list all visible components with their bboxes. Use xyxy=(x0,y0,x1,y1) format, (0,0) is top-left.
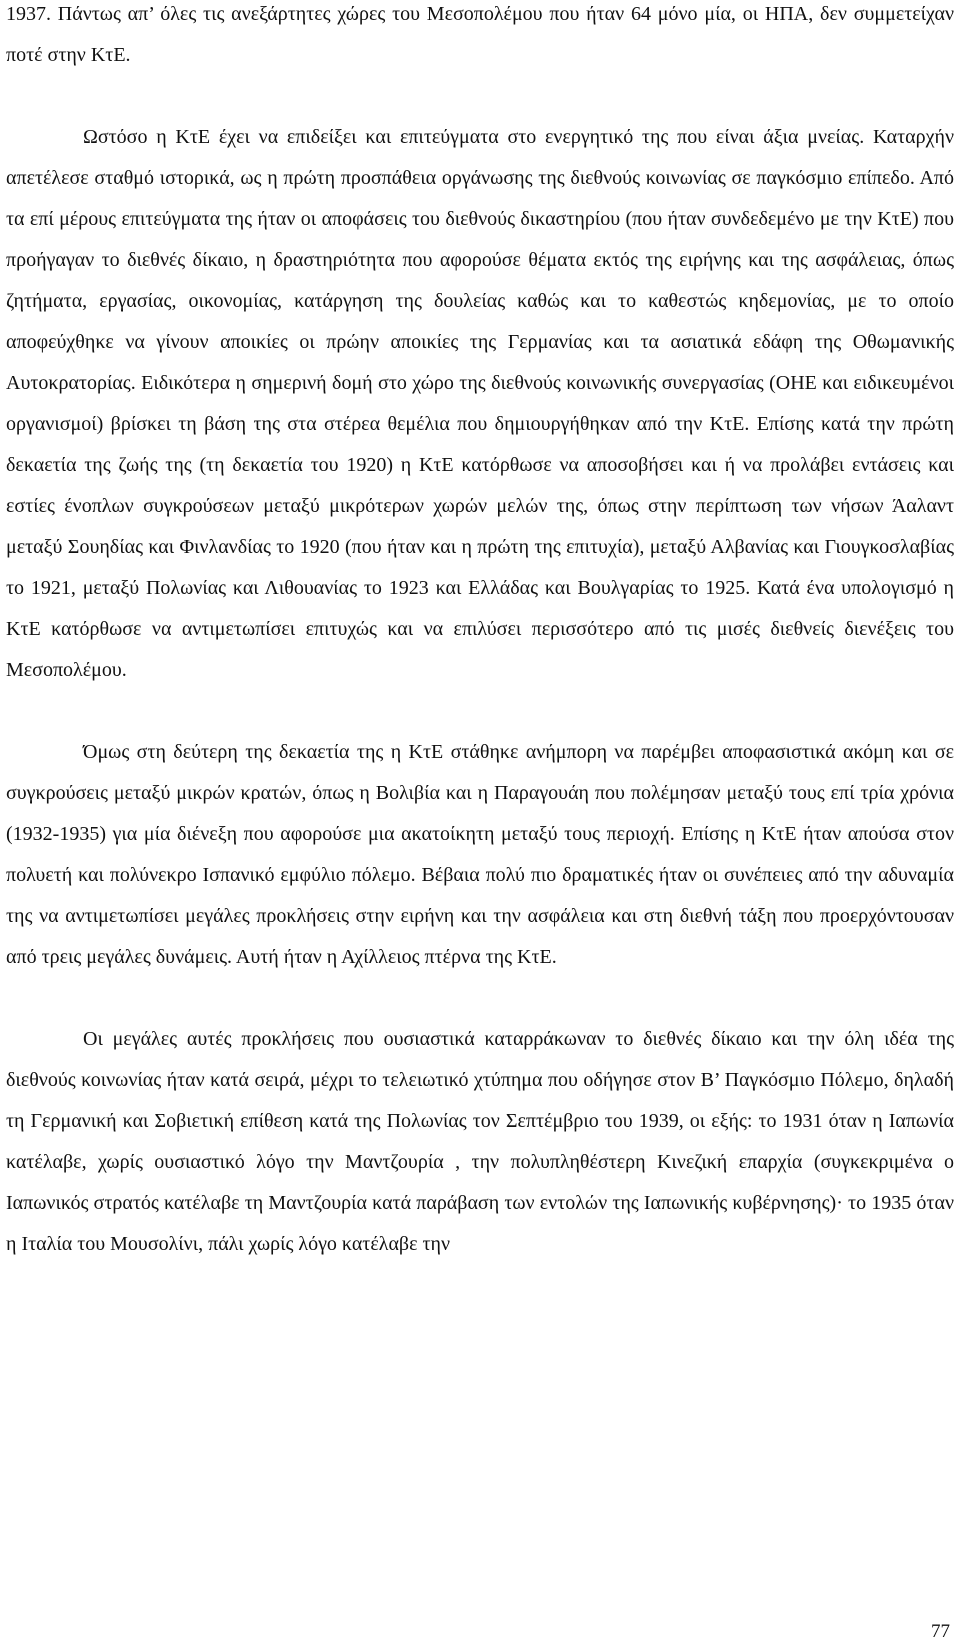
paragraph-second-decade: Όμως στη δεύτερη της δεκαετία της η ΚτΕ στάθηκε ανήμπορη να παρέμβει αποφασιστικά ακόμη και σε συγκρούσεις μεταξύ μικρών κρατών, όπως η Βολιβία και η Παραγουάη που πολέμησαν μεταξύ τους επί τρία χρόνια (1932-1935) για μία διένεξη που αφορούσε μια ακατοίκητη μεταξύ τους περιοχή. Επίσης η ΚτΕ ήταν απούσα στον πολυετή και πολύνεκρο Ισπανικό εμφύλιο πόλεμο. Βέβαια πολύ πιο δραματικές ήταν οι συνέπειες από την αδυναμία της να αντιμετωπίσει μεγάλες προκλήσεις στην ειρήνη και την ασφάλεια και στη διεθνή τάξη που προερχόντουσαν από τρεις μεγάλες δυνάμεις. Αυτή ήταν η Αχίλλειος πτέρνα της ΚτΕ. xyxy=(6,741,954,968)
page-number: 77 xyxy=(931,1621,950,1642)
text-column xyxy=(6,0,954,1265)
paragraph-challenges: Οι μεγάλες αυτές προκλήσεις που ουσιαστικά καταρράκωναν το διεθνές δίκαιο και την όλη ιδέα της διεθνούς κοινωνίας ήταν κατά σειρά, μέχρι το τελειωτικό χτύπημα που οδήγησε στον Β’ Παγκόσμιο Πόλεμο, δηλαδή τη Γερμανική και Σοβιετική επίθεση κατά της Πολωνίας τον Σεπτέμβριο του 1939, οι εξής: το 1931 όταν η Ιαπωνία κατέλαβε, χωρίς ουσιαστικό λόγο την Μαντζουρία , την πολυπληθέστερη Κινεζική επαρχία (συγκεκριμένα ο Ιαπωνικός στρατός κατέλαβε τη Μαντζουρία κατά παράβαση των εντολών της Ιαπωνικής κυβέρνησης)· το 1935 όταν η Ιταλία του Μουσολίνι, πάλι χωρίς λόγο κατέλαβε την xyxy=(6,1028,954,1255)
paragraph-continuation: 1937. Πάντως απ’ όλες τις ανεξάρτητες χώρες του Μεσοπολέμου που ήταν 64 μόνο μία, οι ΗΠΑ, δεν συμμετείχαν ποτέ στην ΚτΕ. xyxy=(6,3,954,66)
paragraph-achievements: Ωστόσο η ΚτΕ έχει να επιδείξει και επιτεύγματα στο ενεργητικό της που είναι άξια μνείας. Καταρχήν απετέλεσε σταθμό ιστορικά, ως η πρώτη προσπάθεια οργάνωσης της διεθνούς κοινωνίας σε παγκόσμιο επίπεδο. Από τα επί μέρους επιτεύγματα της ήταν οι αποφάσεις του διεθνούς δικαστηρίου (που ήταν συνδεδεμένο με την ΚτΕ) που προήγαγαν το διεθνές δίκαιο, η δραστηριότητα που αφορούσε θέματα εκτός της ειρήνης και της ασφάλειας, όπως ζητήματα, εργασίας, οικονομίας, κατάργηση της δουλείας καθώς και το καθεστώς κηδεμονίας, με το οποίο αποφεύχθηκε να γίνουν αποικίες οι πρώην αποικίες της Γερμανίας και τα ασιατικά εδάφη της Οθωμανικής Αυτοκρατορίας. Ειδικότερα η σημερινή δομή στο χώρο της διεθνούς κοινωνικής συνεργασίας (ΟΗΕ και ειδικευμένοι οργανισμοί) βρίσκει τη βάση της στα στέρεα θεμέλια που δημιουργήθηκαν από την ΚτΕ. Επίσης κατά την πρώτη δεκαετία της ζωής της (τη δεκαετία του 1920) η ΚτΕ κατόρθωσε να αποσοβήσει και ή να προλάβει εντάσεις και εστίες ένοπλων συγκρούσεων μεταξύ μικρότερων χωρών μελών της, όπως στην περίπτωση των νήσων Άαλαντ μεταξύ Σουηδίας και Φινλανδίας το 1920 (που ήταν και η πρώτη της επιτυχία), μεταξύ Αλβανίας και Γιουγκοσλαβίας το 1921, μεταξύ Πολωνίας και Λιθουανίας το 1923 και Ελλάδας και Βουλγαρίας το 1925. Κατά ένα υπολογισμό η ΚτΕ κατόρθωσε να αντιμετωπίσει επιτυχώς και να επιλύσει περισσότερο από τις μισές διεθνείς διενέξεις του Μεσοπολέμου. xyxy=(6,126,954,681)
